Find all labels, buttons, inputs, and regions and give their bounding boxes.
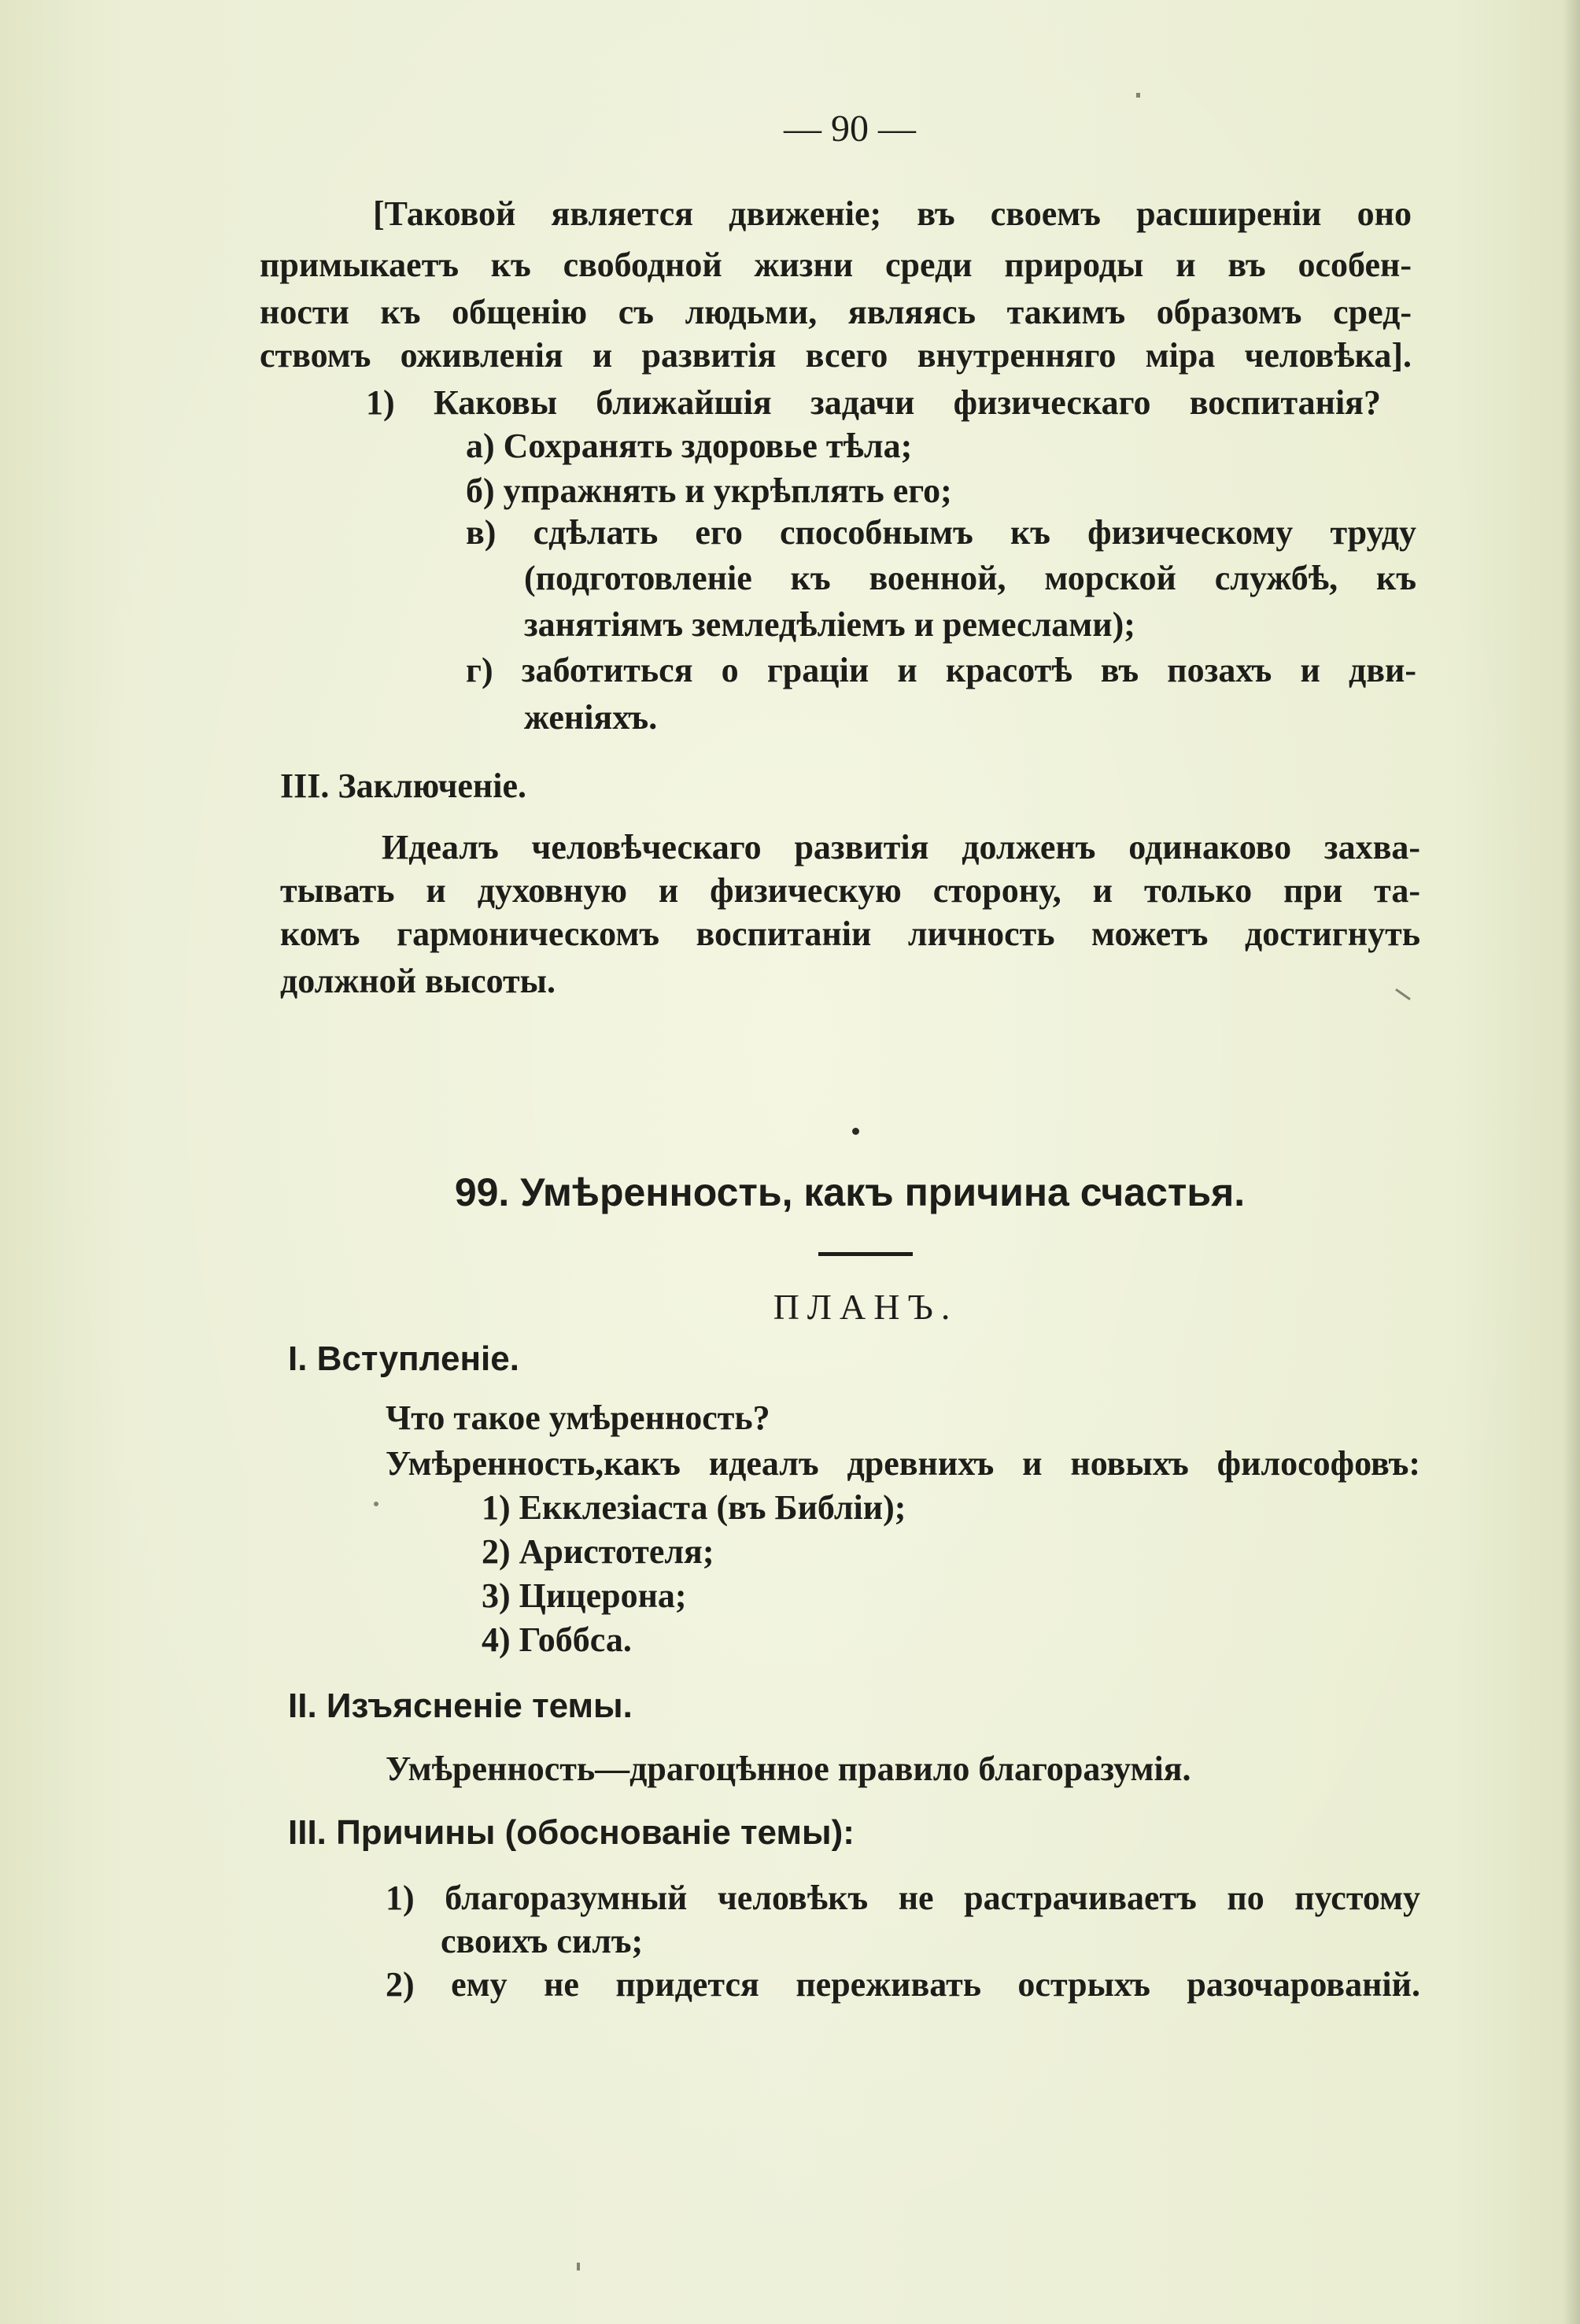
explanation-label: II. Изъясненіе темы. xyxy=(288,1687,633,1725)
conclusion-line: тывать и духовную и физическую сторону, и только при та- xyxy=(280,871,1420,910)
list-item: б) упражнять и укрѣплять его; xyxy=(466,471,952,510)
paragraph-line: ности къ общенію съ людьми, являясь такимъ образомъ сред- xyxy=(260,293,1412,331)
reason-item-continuation: своихъ силъ; xyxy=(441,1922,644,1960)
paragraph-line: [Таковой является движеніе; въ своемъ расширеніи оно xyxy=(373,194,1412,233)
ink-speck xyxy=(1136,93,1140,98)
plan-heading: ПЛАНЪ. xyxy=(773,1287,958,1327)
ink-speck xyxy=(577,2263,580,2270)
page-edge-shadow xyxy=(1563,0,1580,2324)
question-line: 1) Каковы ближайшія задачи физическаго воспитанія? xyxy=(366,383,1381,422)
paragraph-line: примыкаетъ къ свободной жизни среди природы и въ особен- xyxy=(260,246,1412,284)
reasons-label: III. Причины (обоснованіе темы): xyxy=(288,1813,855,1852)
intro-line: Что такое умѣренность? xyxy=(386,1398,770,1437)
list-item: в) сдѣлать его способнымъ къ физическому труду xyxy=(466,513,1416,552)
title-divider xyxy=(818,1252,913,1256)
paragraph-line: ствомъ оживленія и развитія всего внутренняго міра человѣка]. xyxy=(260,336,1412,375)
explanation-text: Умѣренность—драгоцѣнное правило благоразумія. xyxy=(386,1749,1191,1788)
philosopher-item: 3) Цицерона; xyxy=(482,1576,687,1615)
page-number: — 90 — xyxy=(784,108,916,150)
list-item: г) заботиться о граціи и красотѣ въ позахъ и дви- xyxy=(466,651,1416,689)
ink-dot xyxy=(852,1128,859,1135)
list-item-continuation: занятіямъ земледѣліемъ и ремеслами); xyxy=(524,605,1135,644)
section-title: 99. Умѣренность, какъ причина счастья. xyxy=(454,1170,1246,1214)
intro-line: Умѣренность,какъ идеалъ древнихъ и новыхъ философовъ: xyxy=(386,1444,1420,1483)
philosopher-item: 4) Гоббса. xyxy=(482,1620,632,1659)
list-item: а) Сохранять здоровье тѣла; xyxy=(466,427,913,465)
list-item-continuation: (подготовленіе къ военной, морской службѣ, къ xyxy=(524,559,1416,597)
conclusion-line: должной высоты. xyxy=(280,962,556,1000)
philosopher-item: 2) Аристотеля; xyxy=(482,1532,714,1571)
ink-speck xyxy=(1395,988,1411,1000)
conclusion-line: Идеалъ человѣческаго развитія долженъ одинаково захва- xyxy=(382,828,1420,866)
conclusion-label-text: III. Заключеніе. xyxy=(280,767,527,805)
conclusion-label xyxy=(280,769,526,804)
philosopher-item: 1) Екклезіаста (въ Библіи); xyxy=(482,1488,906,1527)
ink-speck xyxy=(374,1502,378,1506)
intro-label: I. Вступленіе. xyxy=(288,1339,519,1378)
reason-item: 2) ему не придется переживать острыхъ разочарованій. xyxy=(386,1965,1420,2004)
reason-item: 1) благоразумный человѣкъ не растрачиваетъ по пустому xyxy=(386,1879,1420,1917)
list-item-continuation: женіяхъ. xyxy=(524,698,658,737)
conclusion-line: комъ гармоническомъ воспитаніи личность можетъ достигнуть xyxy=(280,914,1420,953)
